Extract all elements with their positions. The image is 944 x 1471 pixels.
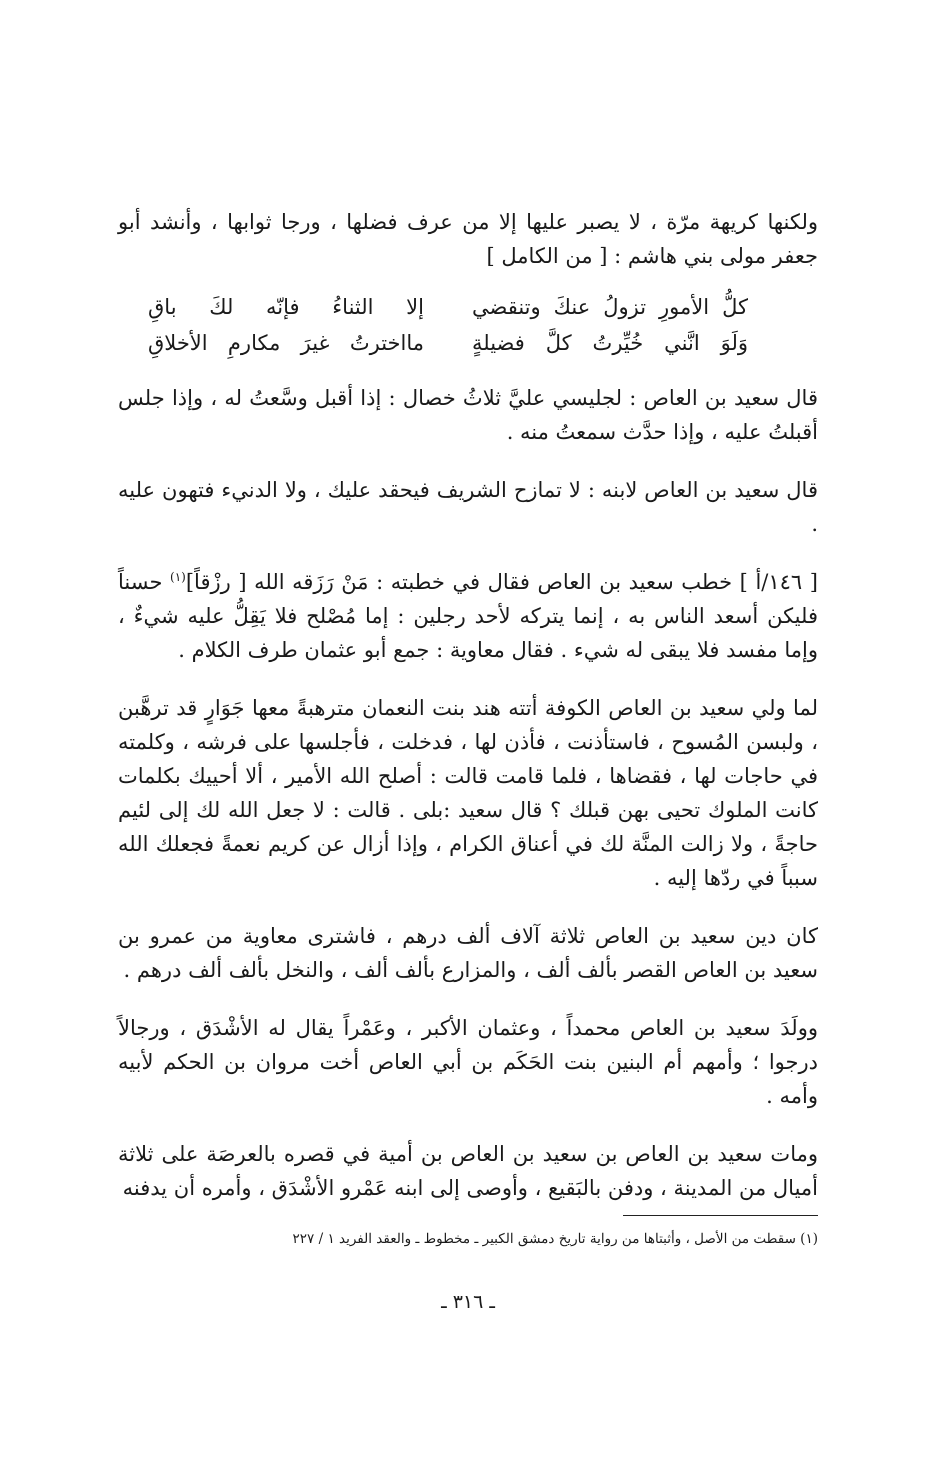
paragraph-1: ولكنها كريهة مرّة ، لا يصبر عليها إلا من عرف فضلها ، ورجا ثوابها ، وأنشد أبو جعفر مولى بني هاشم : [ من الكامل ] — [118, 210, 818, 268]
poem-verses — [118, 289, 818, 361]
paragraph-3: قال سعيد بن العاص لابنه : لا تمازح الشريف فيحقد عليك ، ولا الدنيء فتهون عليه . — [118, 478, 818, 536]
verse-2-second-hemistich: مااخترتُ غيرَ مكارمِ الأخلاقِ — [148, 331, 424, 355]
paragraph-4-rest: حسناً فليكن أسعد الناس به ، إنما يتركه لأحد رجلين : إما مُصْلح فلا يَقِلُّ عليه شيءٌ ، وإما مفسد فلا يبقى له شيء . فقال معاوية : جمع أبو عثمان طرف الكلام . — [118, 570, 818, 662]
page-number: ـ ٣١٦ ـ — [441, 1291, 495, 1313]
footnote: (١) سقطت من الأصل ، وأثبتاها من رواية تاريخ دمشق الكبير ـ مخطوط ـ والعقد الفريد ١ / ٢٢٧ — [292, 1231, 818, 1247]
verse-2 — [148, 325, 748, 361]
verse-1 — [148, 289, 748, 325]
verse-2-first-hemistich: وَلَوَ انَّني خُيِّرتُ كلَّ فضيلةٍ — [472, 331, 748, 355]
book-page — [118, 195, 818, 1345]
paragraph-6: كان دين سعيد بن العاص ثلاثة آلاف ألف درهم ، فاشترى معاوية من عمرو بن سعيد بن العاص القصر بألف ألف ، والمزارع بألف ألف ، والنخل بألف ألف درهم . — [118, 924, 818, 982]
paragraph-4 — [118, 565, 818, 667]
paragraph-4-start: [ ١٤٦/أ ] خطب سعيد بن العاص فقال في خطبته : مَنْ رَزَقه الله [ رزْقاً] — [185, 570, 818, 594]
paragraph-5: لما ولي سعيد بن العاص الكوفة أتته هند بنت النعمان مترهبةً معها جَوَارٍ قد ترهَّبن ، ولبسن المُسوح ، فاستأذنت ، فأذن لها ، فدخلت ، فأجلسها على فرشه ، وكلمته في حاجات لها ، فقضاها ، فلما قامت قالت : أصلح الله الأمير ، ألا أحييك بكلمات كانت الملوك تحيى بهن قبلك ؟ قال سعيد :بلى . قالت : لا جعل الله لك إلى لئيم حاجةً ، ولا زالت المنَّة لك في أعناق الكرام ، وإذا أزال عن كريم نعمةً فجعلك الله سبباً في ردّها إليه . — [118, 696, 818, 890]
verse-1-first-hemistich: كلُّ الأمورِ تزولُ عنكَ وتنقضي — [472, 295, 748, 319]
paragraph-2: قال سعيد بن العاص : لجليسي عليَّ ثلاثُ خصال : إذا أقبل وسَّعتُ له ، وإذا جلس أقبلتُ عليه ، وإذا حدَّث سمعتُ منه . — [118, 386, 818, 444]
footnote-separator — [623, 1215, 818, 1216]
paragraph-8: ومات سعيد بن العاص بن سعيد بن العاص بن أمية في قصره بالعرصَة على ثلاثة أميال من المدينة ، ودفن بالبَقيع ، وأوصى إلى ابنه عَمْرو الأشْدَق ، وأمره أن يدفنه — [118, 1142, 818, 1200]
footnote-marker: (١) — [170, 570, 186, 584]
verse-1-second-hemistich: إلا الثناءُ فإنّه لكَ باقِ — [148, 295, 424, 319]
paragraph-7: وولَدَ سعيد بن العاص محمداً ، وعثمان الأكبر ، وعَمْراً يقال له الأشْدَق ، ورجالاً درجوا ؛ وأمهم أم البنين بنت الحَكَم بن أبي العاص أخت مروان بن الحكم لأبيه وأمه . — [118, 1016, 818, 1108]
